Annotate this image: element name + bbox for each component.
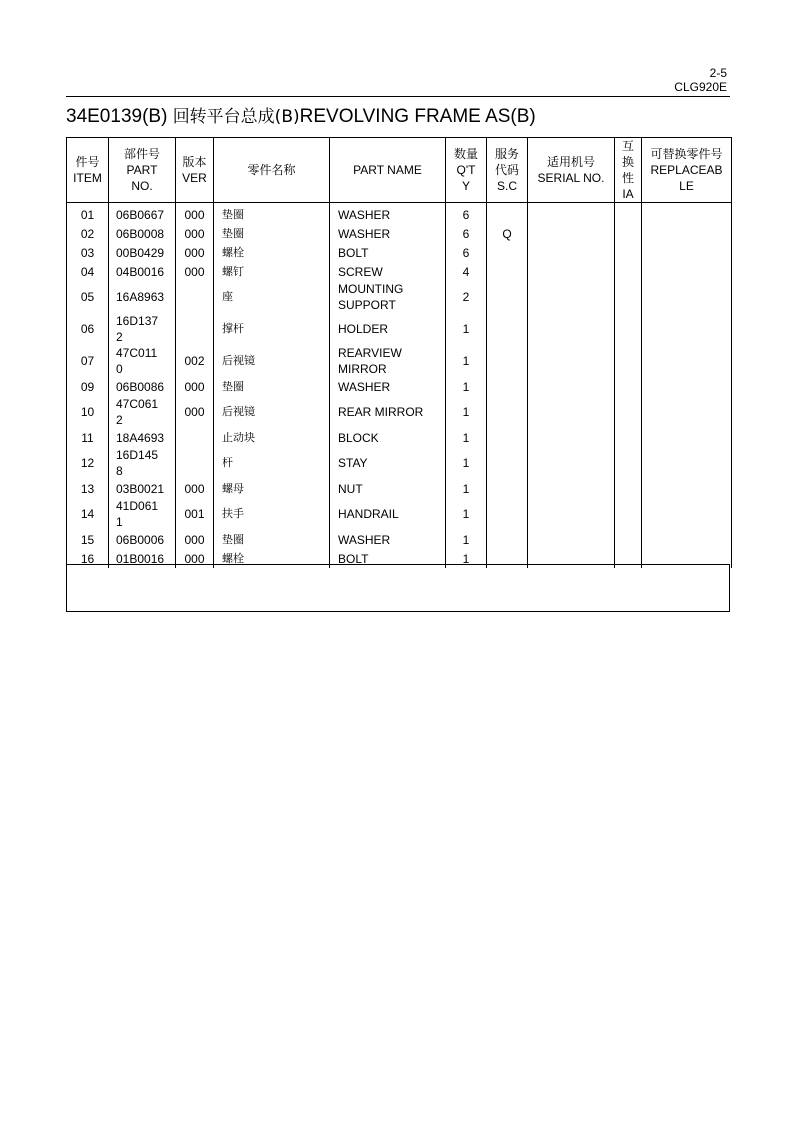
service-code — [487, 428, 528, 447]
replaceable-part — [642, 203, 732, 225]
header-label: 版本 — [182, 155, 207, 169]
replaceable-part — [642, 377, 732, 396]
quantity: 1 — [446, 345, 487, 377]
version: 000 — [176, 243, 214, 262]
replaceable-part — [642, 447, 732, 479]
serial-no — [528, 498, 615, 530]
quantity: 4 — [446, 262, 487, 281]
item-number: 05 — [67, 281, 109, 313]
replaceable-part — [642, 243, 732, 262]
interchangeability — [615, 479, 642, 498]
replaceable-part — [642, 262, 732, 281]
part-name-en-line: BOLT — [338, 551, 369, 566]
col-version — [176, 138, 214, 203]
part-number-line: 06B0667 — [116, 207, 165, 222]
serial-no — [528, 530, 615, 549]
part-number-line: 00B0429 — [116, 245, 165, 260]
notes-box — [66, 564, 730, 612]
item-number: 03 — [67, 243, 109, 262]
header-label: LE — [679, 179, 694, 193]
service-code — [487, 479, 528, 498]
interchangeability — [615, 262, 642, 281]
table-row — [67, 345, 732, 377]
replaceable-part — [642, 530, 732, 549]
part-name-en-line: MOUNTING — [338, 282, 404, 296]
serial-no — [528, 345, 615, 377]
interchangeability — [615, 396, 642, 428]
part-number-line: 8 — [116, 464, 123, 478]
serial-no — [528, 447, 615, 479]
replaceable-part — [642, 281, 732, 313]
header-label: 数量 — [453, 147, 478, 161]
quantity: 1 — [446, 396, 487, 428]
part-name-en-line: BOLT — [338, 245, 369, 260]
part-name-en-line: REAR MIRROR — [338, 405, 424, 419]
part-name-en-line: REARVIEW — [338, 346, 402, 360]
service-code — [487, 447, 528, 479]
part-number — [109, 428, 176, 447]
header-label: SERIAL NO. — [537, 171, 605, 185]
part-name-cn: 扶手 — [214, 498, 330, 530]
header-label: 零件名称 — [247, 163, 296, 177]
part-number — [109, 530, 176, 549]
version — [176, 447, 214, 479]
serial-no — [528, 428, 615, 447]
table-row — [67, 243, 732, 262]
version: 002 — [176, 345, 214, 377]
service-code — [487, 345, 528, 377]
col-item — [67, 138, 109, 203]
part-number-line: 03B0021 — [116, 481, 165, 496]
part-number-line: 16D137 — [116, 314, 159, 328]
item-number: 06 — [67, 313, 109, 345]
header-label: VER — [182, 171, 207, 185]
quantity: 6 — [446, 203, 487, 225]
part-number — [109, 281, 176, 313]
part-number-line: 0 — [116, 362, 123, 376]
header-label: 件号 — [75, 155, 100, 169]
header-label: 代码 — [494, 163, 519, 177]
serial-no — [528, 313, 615, 345]
replaceable-part — [642, 428, 732, 447]
part-number-line: 06B0008 — [116, 226, 165, 241]
model-code: CLG920E — [674, 80, 727, 94]
table-row — [67, 203, 732, 225]
part-number — [109, 313, 176, 345]
replaceable-part — [642, 498, 732, 530]
table-row — [67, 479, 732, 498]
part-name-en — [330, 345, 446, 377]
serial-no — [528, 224, 615, 243]
replaceable-part — [642, 224, 732, 243]
version — [176, 281, 214, 313]
service-code — [487, 243, 528, 262]
assembly-name-en: REVOLVING FRAME AS(B) — [299, 106, 536, 127]
part-name-en-line: WASHER — [338, 207, 391, 222]
header-label: 服务 — [494, 147, 519, 161]
header-label: 换 — [621, 155, 634, 169]
part-number — [109, 479, 176, 498]
version: 000 — [176, 396, 214, 428]
header-label: REPLACEAB — [650, 163, 723, 177]
header-label: PART NAME — [353, 163, 422, 177]
table-row — [67, 498, 732, 530]
part-name-en-line: HANDRAIL — [338, 507, 399, 521]
header-row — [67, 138, 732, 203]
item-number: 07 — [67, 345, 109, 377]
parts-body — [67, 203, 732, 569]
item-number: 11 — [67, 428, 109, 447]
part-name-cn: 后视镜 — [214, 345, 330, 377]
part-number-line: 16A8963 — [116, 290, 165, 304]
part-number-line: 01B0016 — [116, 551, 165, 566]
part-name-cn: 垫圈 — [214, 203, 330, 225]
header-label: 性 — [621, 171, 634, 185]
part-name-cn: 后视镜 — [214, 396, 330, 428]
part-number — [109, 377, 176, 396]
part-name-cn: 螺栓 — [214, 549, 330, 568]
header-label: NO. — [131, 179, 153, 193]
col-quantity — [446, 138, 487, 203]
item-number: 12 — [67, 447, 109, 479]
part-name-en-line: MIRROR — [338, 362, 387, 376]
part-name-cn: 垫圈 — [214, 530, 330, 549]
interchangeability — [615, 281, 642, 313]
part-number — [109, 262, 176, 281]
part-number — [109, 203, 176, 225]
item-number: 01 — [67, 203, 109, 225]
part-number-line: 04B0016 — [116, 264, 165, 279]
part-number-line: 06B0086 — [116, 379, 165, 394]
part-name-cn: 止动块 — [214, 428, 330, 447]
parts-table — [66, 137, 732, 568]
service-code — [487, 498, 528, 530]
serial-no — [528, 203, 615, 225]
item-number: 04 — [67, 262, 109, 281]
quantity: 1 — [446, 428, 487, 447]
header-label: S.C — [496, 179, 517, 193]
serial-no — [528, 262, 615, 281]
interchangeability — [615, 377, 642, 396]
part-name-en — [330, 243, 446, 262]
part-number-line: 16D145 — [116, 448, 159, 462]
quantity: 1 — [446, 549, 487, 568]
header-label: Y — [461, 179, 470, 193]
serial-no — [528, 396, 615, 428]
service-code — [487, 530, 528, 549]
replaceable-part — [642, 345, 732, 377]
part-name-cn: 座 — [214, 281, 330, 313]
table-row — [67, 428, 732, 447]
item-number: 16 — [67, 549, 109, 568]
col-part-no — [109, 138, 176, 203]
part-number-line: 2 — [116, 330, 123, 344]
quantity: 1 — [446, 377, 487, 396]
service-code — [487, 262, 528, 281]
part-name-en — [330, 479, 446, 498]
part-number — [109, 447, 176, 479]
header-label: PART — [126, 163, 158, 177]
table-row — [67, 377, 732, 396]
part-name-en — [330, 281, 446, 313]
col-service-code — [487, 138, 528, 203]
part-name-en-line: WASHER — [338, 532, 391, 547]
col-part-name — [330, 138, 446, 203]
interchangeability — [615, 498, 642, 530]
part-name-en — [330, 262, 446, 281]
part-name-cn: 螺母 — [214, 479, 330, 498]
part-name-en — [330, 377, 446, 396]
part-number-line: 2 — [116, 413, 123, 427]
part-name-en-line: BLOCK — [338, 430, 379, 445]
header-label: 适用机号 — [546, 155, 595, 169]
header-label: ITEM — [73, 171, 102, 185]
header-label: Q'T — [456, 163, 476, 177]
part-name-en — [330, 396, 446, 428]
part-name-en-line: WASHER — [338, 379, 391, 394]
item-number: 13 — [67, 479, 109, 498]
part-number — [109, 345, 176, 377]
part-name-en — [330, 428, 446, 447]
table-row — [67, 262, 732, 281]
part-name-cn: 螺栓 — [214, 243, 330, 262]
item-number: 02 — [67, 224, 109, 243]
serial-no — [528, 377, 615, 396]
interchangeability — [615, 345, 642, 377]
service-code — [487, 313, 528, 345]
version: 000 — [176, 530, 214, 549]
quantity: 1 — [446, 479, 487, 498]
part-name-cn: 撑杆 — [214, 313, 330, 345]
part-number-line: 1 — [116, 515, 123, 529]
part-name-cn: 杆 — [214, 447, 330, 479]
version: 000 — [176, 377, 214, 396]
part-number-line: 41D061 — [116, 499, 159, 513]
part-number — [109, 498, 176, 530]
interchangeability — [615, 224, 642, 243]
quantity: 6 — [446, 243, 487, 262]
part-number-line: 47C061 — [116, 397, 159, 411]
replaceable-part — [642, 396, 732, 428]
table-row — [67, 447, 732, 479]
header-label: IA — [622, 187, 634, 201]
part-number — [109, 243, 176, 262]
part-name-en-line: HOLDER — [338, 322, 389, 336]
version: 000 — [176, 224, 214, 243]
assembly-code: 34E0139(B) — [66, 106, 168, 127]
header-rule — [66, 96, 730, 97]
serial-no — [528, 281, 615, 313]
serial-no — [528, 479, 615, 498]
part-name-cn: 垫圈 — [214, 224, 330, 243]
service-code: Q — [487, 224, 528, 243]
serial-no — [528, 243, 615, 262]
part-name-en — [330, 447, 446, 479]
part-name-en-line: STAY — [338, 456, 368, 470]
quantity: 1 — [446, 530, 487, 549]
part-name-en — [330, 498, 446, 530]
part-name-en — [330, 530, 446, 549]
quantity: 1 — [446, 498, 487, 530]
interchangeability — [615, 243, 642, 262]
header-label: 部件号 — [123, 147, 160, 161]
service-code — [487, 281, 528, 313]
service-code — [487, 203, 528, 225]
item-number: 10 — [67, 396, 109, 428]
interchangeability — [615, 428, 642, 447]
part-name-en-line: NUT — [338, 481, 363, 496]
table-row — [67, 396, 732, 428]
item-number: 15 — [67, 530, 109, 549]
interchangeability — [615, 447, 642, 479]
interchangeability — [615, 313, 642, 345]
quantity: 1 — [446, 447, 487, 479]
part-name-cn: 垫圈 — [214, 377, 330, 396]
replaceable-part — [642, 479, 732, 498]
part-name-en — [330, 313, 446, 345]
version: 000 — [176, 479, 214, 498]
part-number-line: 06B0006 — [116, 532, 165, 547]
col-replaceable — [642, 138, 732, 203]
version — [176, 313, 214, 345]
replaceable-part — [642, 313, 732, 345]
version — [176, 428, 214, 447]
service-code — [487, 377, 528, 396]
table-row — [67, 224, 732, 243]
quantity: 6 — [446, 224, 487, 243]
service-code — [487, 396, 528, 428]
item-number: 09 — [67, 377, 109, 396]
quantity: 1 — [446, 313, 487, 345]
part-number — [109, 396, 176, 428]
part-number — [109, 224, 176, 243]
page-number: 2-5 — [709, 66, 727, 80]
part-name-en — [330, 224, 446, 243]
assembly-name-cn: 回转平台总成(B) — [172, 107, 300, 127]
version: 001 — [176, 498, 214, 530]
table-row — [67, 313, 732, 345]
version: 000 — [176, 203, 214, 225]
page-title — [66, 105, 536, 129]
header-label: 可替换零件号 — [650, 147, 723, 161]
col-interchangeability — [615, 138, 642, 203]
table-row — [67, 530, 732, 549]
interchangeability — [615, 203, 642, 225]
interchangeability — [615, 530, 642, 549]
col-name-cn — [214, 138, 330, 203]
part-name-en-line: SUPPORT — [338, 298, 396, 312]
part-name-en-line: WASHER — [338, 226, 391, 241]
quantity: 2 — [446, 281, 487, 313]
part-name-cn: 螺钉 — [214, 262, 330, 281]
part-number-line: 47C011 — [116, 346, 158, 360]
item-number: 14 — [67, 498, 109, 530]
version: 000 — [176, 262, 214, 281]
col-serial-no — [528, 138, 615, 203]
table-row — [67, 281, 732, 313]
part-name-en — [330, 203, 446, 225]
part-number-line: 18A4693 — [116, 430, 165, 445]
version: 000 — [176, 549, 214, 568]
part-name-en-line: SCREW — [338, 264, 383, 279]
header-label: 互 — [621, 139, 634, 153]
